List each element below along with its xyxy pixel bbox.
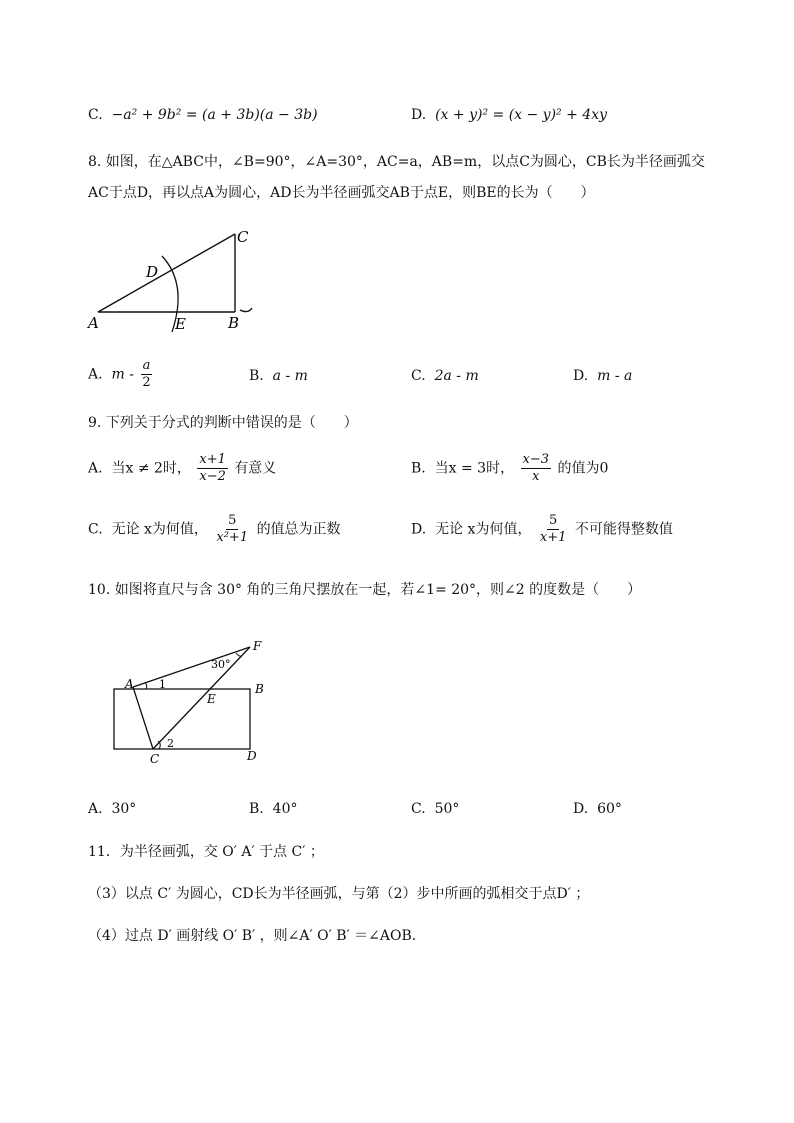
q9-option-a-pre: 当x ≠ 2时， <box>111 460 191 477</box>
q9-stem: 9. 下列关于分式的判断中错误的是（ ） <box>88 415 358 431</box>
q10-stem: 10. 如图将直尺与含 30° 角的三角尺摆放在一起，若∠1= 20°，则∠2 的度数是（ ） <box>88 582 642 598</box>
q8-option-a-label: A. <box>88 366 103 383</box>
q9-option-a <box>88 452 276 485</box>
q9-option-d-fraction <box>538 513 569 546</box>
q10-label-b: B <box>255 682 264 696</box>
q10-option-d-text: 60° <box>597 801 622 817</box>
q9-option-b <box>411 452 608 485</box>
q10-option-c-text: 50° <box>434 801 460 817</box>
q10-segment-cf <box>153 647 250 749</box>
q9-option-c-label: C. <box>88 521 103 538</box>
q9-option-c-denominator: x²+1 <box>216 530 249 545</box>
q8-option-a-fraction <box>140 358 152 391</box>
q9-option-a-denominator: x−2 <box>199 469 226 484</box>
q7-option-c-label: C. <box>88 107 103 123</box>
q10-option-a-label: A. <box>88 801 103 817</box>
q10-label-angle2: 2 <box>167 737 174 750</box>
q8-segment-ac <box>98 234 235 312</box>
q8-option-a-numerator: a <box>142 358 151 373</box>
q10-angle30-arc <box>236 653 242 656</box>
q10-segment-af <box>133 647 250 687</box>
q10-label-angle30: 30° <box>211 658 231 671</box>
q7-option-c-expr: −a² + 9b² = (a + 3b)(a − 3b) <box>111 107 318 123</box>
q9-option-a-post: 有意义 <box>234 460 277 477</box>
q8-stem-line2: AC于点D，再以点A为圆心，AD长为半径画弧交AB于点E，则BE的长为（ ） <box>88 185 595 201</box>
q8-label-b: B <box>228 314 240 332</box>
q9-option-c-fraction <box>214 513 250 546</box>
q8-option-b-label: B. <box>249 368 264 384</box>
q10-option-d-label: D. <box>573 801 589 817</box>
q8-option-b <box>249 368 308 384</box>
q9-option-b-label: B. <box>411 460 426 477</box>
q10-option-a-text: 30° <box>111 801 137 817</box>
q8-option-c-text: 2a - m <box>434 368 479 384</box>
q7-option-d-label: D. <box>411 107 427 123</box>
q10-angle1-arc <box>145 683 147 689</box>
q9-option-b-numerator: x−3 <box>522 452 550 467</box>
q9-option-c-pre: 无论 x为何值， <box>111 521 208 538</box>
q9-option-b-fraction <box>521 452 552 485</box>
q9-option-d-pre: 无论 x为何值， <box>435 521 532 538</box>
q9-option-c <box>88 513 341 546</box>
q8-option-a-prefix: m - <box>111 366 134 383</box>
q9-option-d-denominator: x+1 <box>539 530 567 545</box>
q8-arc-b <box>240 308 252 312</box>
q10-option-b-label: B. <box>249 801 264 817</box>
q9-option-a-label: A. <box>88 460 103 477</box>
q8-option-a-denominator: 2 <box>142 375 151 390</box>
q8-label-e: E <box>175 315 186 333</box>
q9-option-d-post: 不可能得整数值 <box>574 521 673 538</box>
q10-option-d <box>573 801 622 817</box>
q8-option-c <box>411 368 479 384</box>
q10-label-c: C <box>150 752 160 766</box>
q10-option-c-label: C. <box>411 801 426 817</box>
q9-option-a-fraction <box>197 452 228 485</box>
q10-label-d: D <box>247 749 257 763</box>
q8-label-a: A <box>88 314 99 332</box>
q8-option-d-label: D. <box>573 368 589 384</box>
q11-line3: （4）过点 D′ 画射线 O′ B′ ，则∠A′ O′ B′ ＝∠AOB． <box>88 928 426 944</box>
q9-option-d <box>411 513 673 546</box>
q10-label-a: A <box>125 677 134 691</box>
q10-option-b <box>249 801 297 817</box>
q9-option-b-denominator: x <box>532 469 540 484</box>
q10-option-b-text: 40° <box>272 801 298 817</box>
q9-option-c-numerator: 5 <box>228 513 237 528</box>
q11-line2: （3）以点 C′ 为圆心，CD长为半径画弧，与第（2）步中所画的弧相交于点D′ ； <box>88 886 590 902</box>
q8-option-c-label: C. <box>411 368 426 384</box>
q10-option-c <box>411 801 459 817</box>
q10-label-f: F <box>253 639 262 653</box>
q8-label-c: C <box>237 228 249 246</box>
q8-option-d <box>573 368 632 384</box>
q10-label-e: E <box>207 692 216 706</box>
q9-option-a-numerator: x+1 <box>199 452 226 467</box>
q7-option-d-expr: (x + y)² = (x − y)² + 4xy <box>435 107 608 123</box>
q10-figure <box>108 636 288 776</box>
q10-label-angle1: 1 <box>159 678 166 691</box>
q8-option-a <box>88 358 155 391</box>
q8-option-b-text: a - m <box>272 368 308 384</box>
q9-option-d-label: D. <box>411 521 427 538</box>
q8-figure <box>80 220 280 340</box>
q7-option-d <box>411 105 607 125</box>
q7-option-c <box>88 105 318 125</box>
q9-option-b-post: 的值为0 <box>557 460 609 477</box>
q10-option-a <box>88 801 136 817</box>
q9-option-b-pre: 当x = 3时， <box>434 460 515 477</box>
q8-option-d-text: m - a <box>597 368 633 384</box>
q10-segment-ac <box>133 687 153 749</box>
q9-option-d-numerator: 5 <box>549 513 558 528</box>
q9-option-c-post: 的值总为正数 <box>256 521 341 538</box>
q11-line1: 11．为半径画弧，交 O′ A′ 于点 C′ ； <box>88 844 324 860</box>
q8-stem-line1: 8. 如图，在△ABC中，∠B=90°，∠A=30°，AC=a，AB=m，以点C为圆心，CB长为半径画弧交 <box>88 154 705 170</box>
q8-label-d: D <box>146 263 159 281</box>
